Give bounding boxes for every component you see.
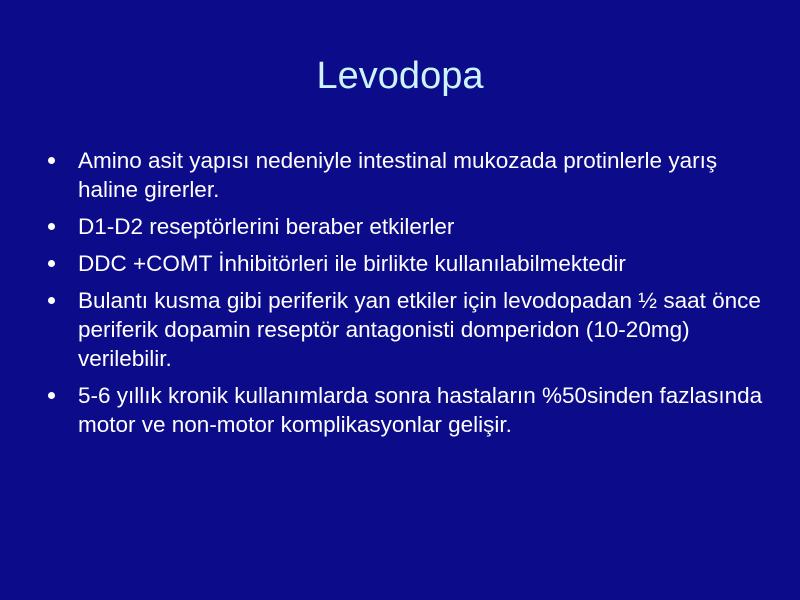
- slide-title: Levodopa: [316, 55, 484, 97]
- bullet-text: DDC +COMT İnhibitörleri ile birlikte kullanılabilmektedir: [78, 251, 626, 276]
- bullet-item: [48, 212, 768, 241]
- bullet-dot-icon: [48, 392, 55, 399]
- bullet-item: [48, 286, 774, 373]
- bullet-text: 5-6 yıllık kronik kullanımlarda sonra hastaların %50sinden fazlasında motor ve non-motor komplikasyonlar gelişir.: [78, 383, 769, 437]
- bullet-text: D1-D2 reseptörlerini beraber etkilerler: [78, 214, 455, 239]
- bullet-dot-icon: [48, 157, 55, 164]
- bullet-dot-icon: [48, 260, 55, 267]
- bullet-list: [48, 146, 774, 447]
- bullet-item: [48, 381, 768, 439]
- bullet-text: Amino asit yapısı nedeniyle intestinal mukozada protinlerle yarış haline girerler.: [78, 148, 724, 202]
- bullet-dot-icon: [48, 297, 55, 304]
- bullet-item: [48, 146, 768, 204]
- bullet-text: Bulantı kusma gibi periferik yan etkiler için levodopadan ½ saat önce periferik dopamin reseptör antagonisti domperidon (10-20mg) verilebilir.: [78, 288, 774, 371]
- bullet-item: [48, 249, 768, 278]
- bullet-dot-icon: [48, 223, 55, 230]
